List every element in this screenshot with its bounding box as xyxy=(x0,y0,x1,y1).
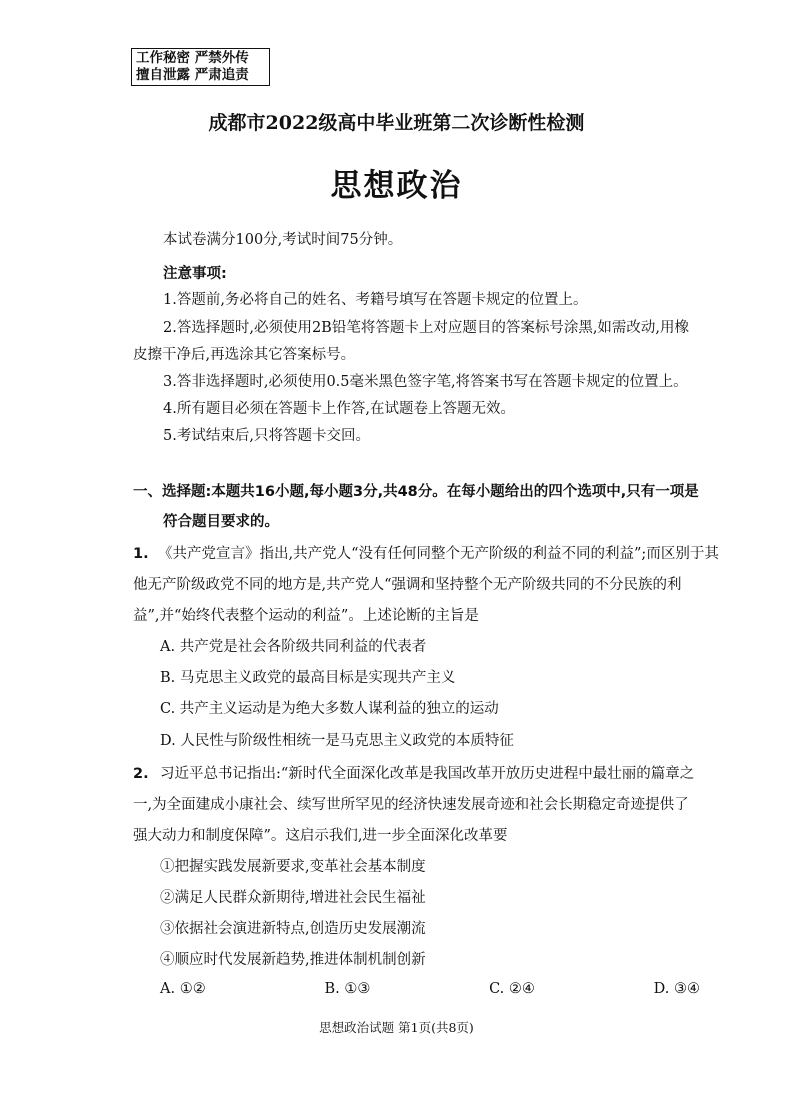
statement-item: ②满足人民群众新期待,增进社会民生福祉 xyxy=(160,890,426,906)
answer-option: A. 共产党是社会各阶级共同利益的代表者 xyxy=(160,639,427,655)
statement-item: ④顺应时代发展新趋势,推进体制机制创新 xyxy=(160,952,426,968)
notice-item: 皮擦干净后,再选涂其它答案标号。 xyxy=(133,347,356,363)
notice-item: 2.答选择题时,必须使用2B铅笔将答题卡上对应题目的答案标号涂黑,如需改动,用橡 xyxy=(163,320,690,336)
answer-option: D. ③④ xyxy=(653,981,700,997)
answer-option: D. 人民性与阶级性相统一是马克思主义政党的本质特征 xyxy=(160,733,514,749)
statement-item: ①把握实践发展新要求,变革社会基本制度 xyxy=(160,859,426,875)
question-stem: 益”,并“始终代表整个运动的利益”。上述论断的主旨是 xyxy=(133,608,479,624)
question-stem: 他无产阶级政党不同的地方是,共产党人“强调和坚持整个无产阶级共同的不分民族的利 xyxy=(133,577,682,593)
question-number: 1. xyxy=(133,546,149,562)
confidential-line-1: 工作秘密 严禁外传 xyxy=(136,50,249,66)
notice-item: 5.考试结束后,只将答题卡交回。 xyxy=(163,428,370,444)
answer-option: B. 马克思主义政党的最高目标是实现共产主义 xyxy=(160,670,456,686)
page-footer: 思想政治试题 第1页(共8页) xyxy=(319,1020,474,1035)
intro-text: 本试卷满分100分,考试时间75分钟。 xyxy=(163,232,403,248)
notice-item: 4.所有题目必须在答题卡上作答,在试题卷上答题无效。 xyxy=(163,401,515,417)
answer-option: C. ②④ xyxy=(489,981,535,997)
answer-option: B. ①③ xyxy=(324,981,371,997)
notice-heading: 注意事项: xyxy=(163,266,227,282)
question-number: 2. xyxy=(133,766,149,782)
answer-option: A. ①② xyxy=(160,981,206,997)
section-heading-cont: 符合题目要求的。 xyxy=(163,514,279,530)
question-stem: 一,为全面建成小康社会、续写世所罕见的经济快速发展奇迹和社会长期稳定奇迹提供了 xyxy=(133,797,689,813)
question-stem: 习近平总书记指出:“新时代全面深化改革是我国改革开放历史进程中最壮丽的篇章之 xyxy=(160,766,695,782)
confidential-stamp xyxy=(131,48,270,86)
question-stem: 《共产党宣言》指出,共产党人“没有任何同整个无产阶级的利益不同的利益”;而区别于其 xyxy=(158,546,719,562)
confidential-line-2: 擅自泄露 严肃追责 xyxy=(136,67,249,83)
statement-item: ③依据社会演进新特点,创造历史发展潮流 xyxy=(160,921,426,937)
answer-options-row xyxy=(160,981,700,997)
answer-option: C. 共产主义运动是为绝大多数人谋利益的独立的运动 xyxy=(160,701,499,717)
question-stem: 强大动力和制度保障”。这启示我们,进一步全面深化改革要 xyxy=(133,828,508,844)
exam-title: 成都市2022级高中毕业班第二次诊断性检测 xyxy=(208,112,585,134)
section-heading: 一、选择题:本题共16小题,每小题3分,共48分。在每小题给出的四个选项中,只有一项是 xyxy=(133,484,699,500)
notice-item: 1.答题前,务必将自己的姓名、考籍号填写在答题卡规定的位置上。 xyxy=(163,292,588,308)
subject-title: 思想政治 xyxy=(330,168,463,204)
notice-item: 3.答非选择题时,必须使用0.5毫米黑色签字笔,将答案书写在答题卡规定的位置上。 xyxy=(163,374,688,390)
